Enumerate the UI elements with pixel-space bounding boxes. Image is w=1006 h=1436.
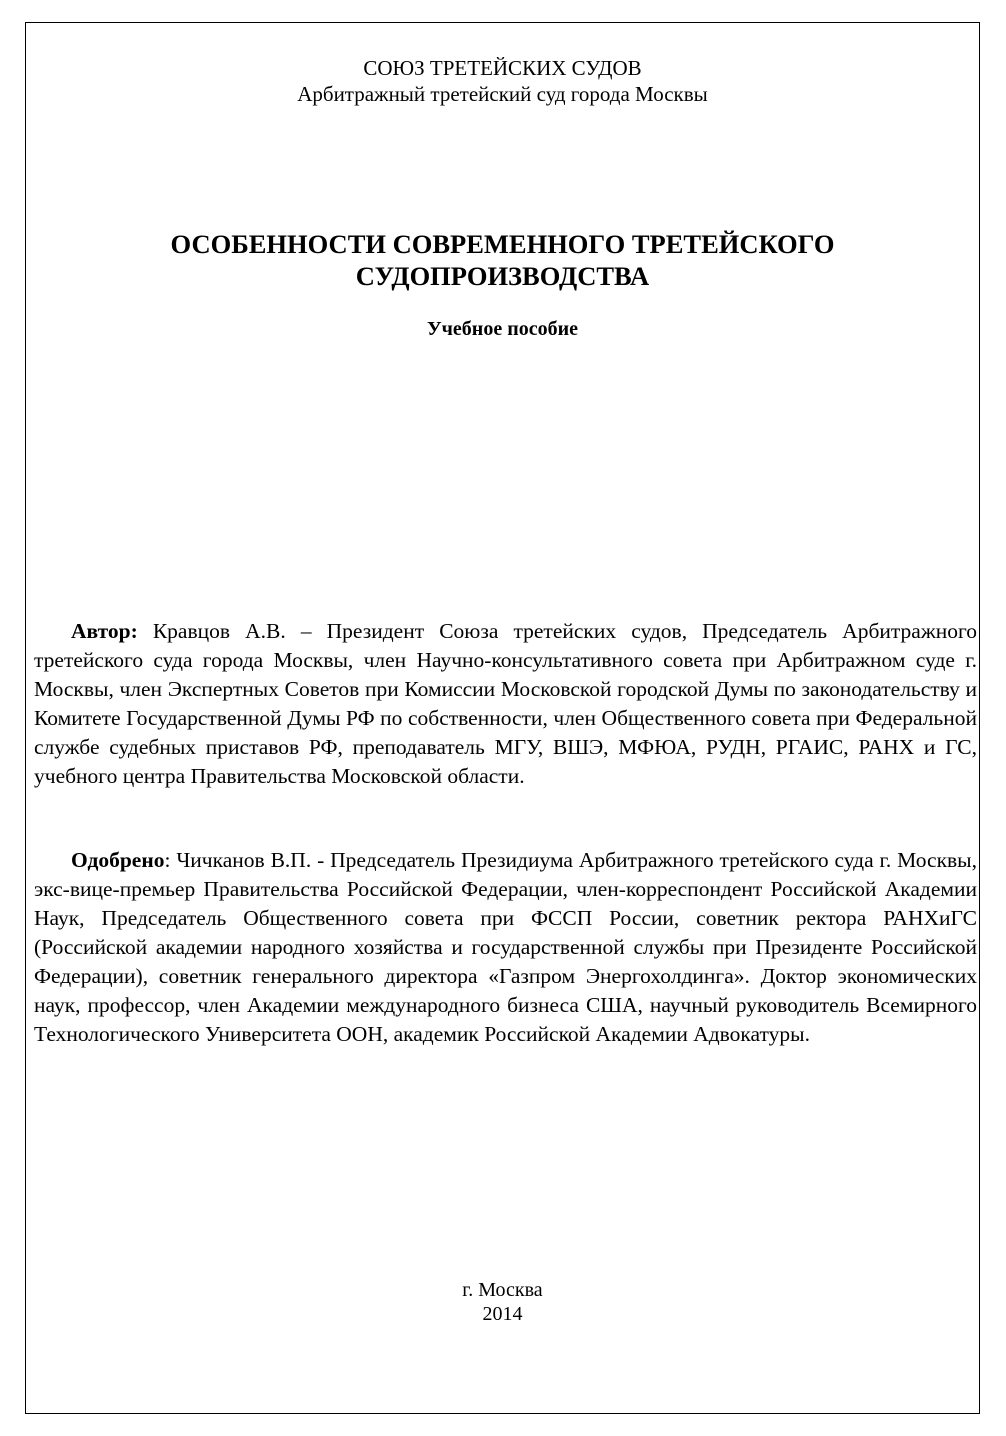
document-title <box>26 228 979 292</box>
author-text: Кравцов А.В. – Президент Союза третейских судов, Председатель Арбитражного третейского суда города Москвы, член Научно-консультативного совета при Арбитражном суде г. Москвы, член Экспертных Советов при Комиссии Московской городской Думы по законодательству и Комитете Государственной Думы РФ по собственности, член Общественного совета при Федеральной службе судебных приставов РФ, преподаватель МГУ, ВШЭ, МФЮА, РУДН, РГАИС, РАНХ и ГС, учебного центра Правительства Московской области. <box>34 619 977 788</box>
approved-label: Одобрено <box>71 848 165 872</box>
organization-header <box>26 55 979 107</box>
approved-paragraph <box>34 846 977 1049</box>
document-subtitle: Учебное пособие <box>426 318 579 340</box>
approved-text: : Чичканов В.П. - Председатель Президиума Арбитражного третейского суда г. Москвы, экс-вице-премьер Правительства Российской Федерации, член-корреспондент Российской Академии Наук, Председатель Общественного совета при ФССП России, советник ректора РАНХиГС (Российской академии народного хозяйства и государственной службы при Президенте Российской Федерации), советник генерального директора «Газпром Энергохолдинга». Доктор экономических наук, профессор, член Академии международного бизнеса США, научный руководитель Всемирного Технологического Университета ООН, академик Российской Академии Адвокатуры. <box>34 848 977 1046</box>
publication-info <box>26 1278 979 1326</box>
author-label: Автор: <box>71 619 138 643</box>
title-line-1: ОСОБЕННОСТИ СОВРЕМЕННОГО ТРЕТЕЙСКОГО <box>170 229 835 259</box>
title-line-2: СУДОПРОИЗВОДСТВА <box>355 261 650 291</box>
publication-year: 2014 <box>482 1303 523 1325</box>
document-page <box>25 22 980 1414</box>
union-name: СОЮЗ ТРЕТЕЙСКИХ СУДОВ <box>363 56 642 80</box>
author-paragraph <box>34 617 977 791</box>
publication-city: г. Москва <box>462 1279 543 1301</box>
court-name: Арбитражный третейский суд города Москвы <box>297 82 708 106</box>
